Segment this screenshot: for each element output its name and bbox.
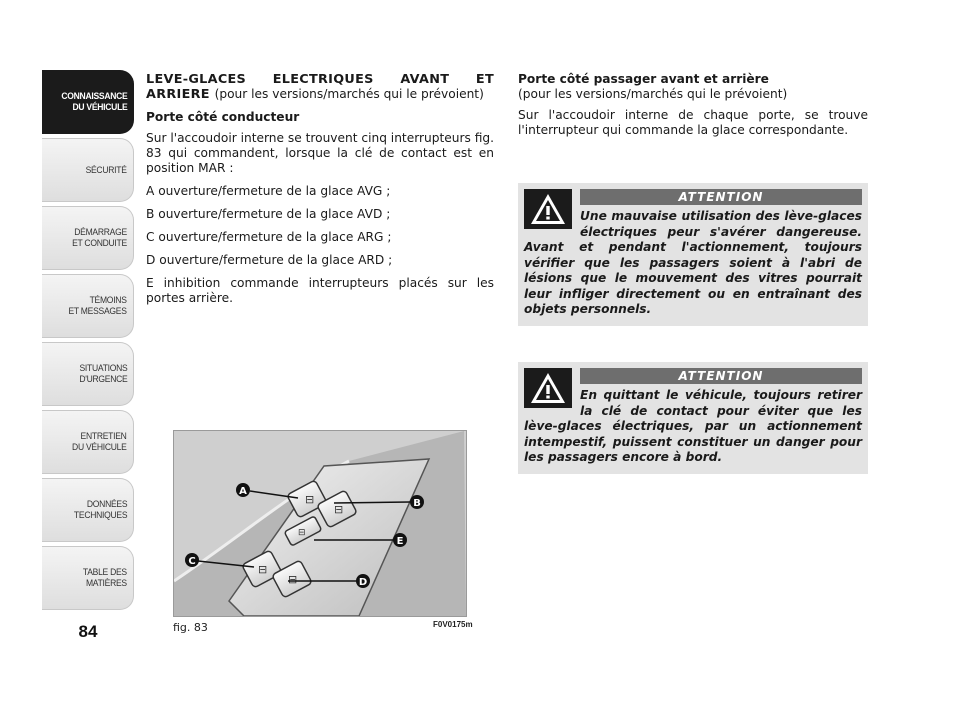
armrest-switch-panel-illustration [174, 431, 466, 616]
figure-caption: fig. 83 [173, 621, 208, 634]
svg-text:⊟: ⊟ [334, 503, 344, 516]
tab-connaissance-du-vehicule[interactable] [42, 70, 134, 134]
figure-code: F0V0175m [433, 620, 473, 629]
callout-b: B [413, 498, 421, 509]
callout-d: D [358, 577, 368, 588]
passenger-door-text: Sur l'accoudoir interne de chaque porte, se trouve l'interrupteur qui commande la glace correspondante. [518, 108, 868, 137]
switch-item-e: E inhibition commande interrupteurs placés sur les portes arrière. [146, 276, 494, 305]
warning-text: Une mauvaise utilisation des lève-glaces électriques peur s'avérer dangereuse. Avant et pendant l'actionnement, toujours vérifier que les passagers soient à l'abri de lésions que le mouvement des vitres pourrait leur infliger directement ou en entraînant des objets personnels. [524, 209, 862, 316]
left-column [146, 72, 494, 314]
svg-text:⊟: ⊟ [298, 528, 306, 538]
section-title [146, 72, 494, 102]
warning-triangle-icon [524, 189, 572, 229]
tab-label: ENTRETIEN DU VÉHICULE [72, 431, 127, 453]
tab-entretien-du-vehicule[interactable] [42, 410, 134, 474]
tab-demarrage-et-conduite[interactable] [42, 206, 134, 270]
tab-label: CONNAISSANCE DU VÉHICULE [60, 91, 127, 113]
switch-item-b: B ouverture/fermeture de la glace AVD ; [146, 207, 391, 221]
tab-securite[interactable] [42, 138, 134, 202]
warning-label: ATTENTION [580, 189, 862, 205]
warning-triangle-icon [524, 368, 572, 408]
tab-label: TABLE DES MATIÈRES [83, 567, 127, 589]
warning-text: En quittant le véhicule, toujours retirer la clé de contact pour éviter que les lève-glaces électriques, par un actionnement intempestif, puissent constituer un danger pour les passagers encore à bord. [524, 388, 862, 464]
right-column [518, 72, 868, 144]
tab-label: DONNÉES TECHNIQUES [73, 499, 127, 521]
callout-c: C [188, 556, 196, 567]
section-title-note: (pour les versions/marchés qui le prévoient) [214, 87, 484, 101]
warning-label: ATTENTION [580, 368, 862, 384]
switch-item-a: A ouverture/fermeture de la glace AVG ; [146, 184, 391, 198]
tab-temoins-et-messages[interactable] [42, 274, 134, 338]
driver-door-intro: Sur l'accoudoir interne se trouvent cinq interrupteurs fig. 83 qui commandent, lorsque la clé de contact est en position MAR : [146, 131, 494, 175]
tab-table-des-matieres[interactable] [42, 546, 134, 610]
svg-text:⊟: ⊟ [288, 573, 298, 586]
tab-label: SÉCURITÉ [85, 164, 127, 176]
tab-situations-d-urgence[interactable] [42, 342, 134, 406]
callout-a: A [239, 486, 247, 497]
section-title-text: LEVE-GLACES ELECTRIQUES AVANT ET ARRIERE [146, 72, 494, 102]
tab-label: SITUATIONS D'URGENCE [78, 363, 127, 385]
switch-item-c: C ouverture/fermeture de la glace ARG ; [146, 230, 392, 244]
tab-label: TÉMOINS ET MESSAGES [68, 295, 127, 317]
warning-box-1 [518, 183, 868, 326]
passenger-door-heading: Porte côté passager avant et arrière [518, 72, 769, 86]
switch-item-d: D ouverture/fermeture de la glace ARD ; [146, 253, 393, 267]
svg-text:⊟: ⊟ [258, 563, 268, 576]
chapter-sidebar [42, 70, 134, 614]
callout-e: E [396, 536, 404, 547]
figure-window-switches [173, 430, 467, 617]
page-number: 84 [78, 622, 98, 641]
driver-door-heading: Porte côté conducteur [146, 110, 300, 124]
warning-box-2 [518, 362, 868, 474]
svg-text:⊟: ⊟ [305, 493, 315, 506]
tab-donnees-techniques[interactable] [42, 478, 134, 542]
passenger-door-note: (pour les versions/marchés qui le prévoient) [518, 87, 788, 101]
tab-label: DÉMARRAGE ET CONDUITE [72, 227, 127, 249]
